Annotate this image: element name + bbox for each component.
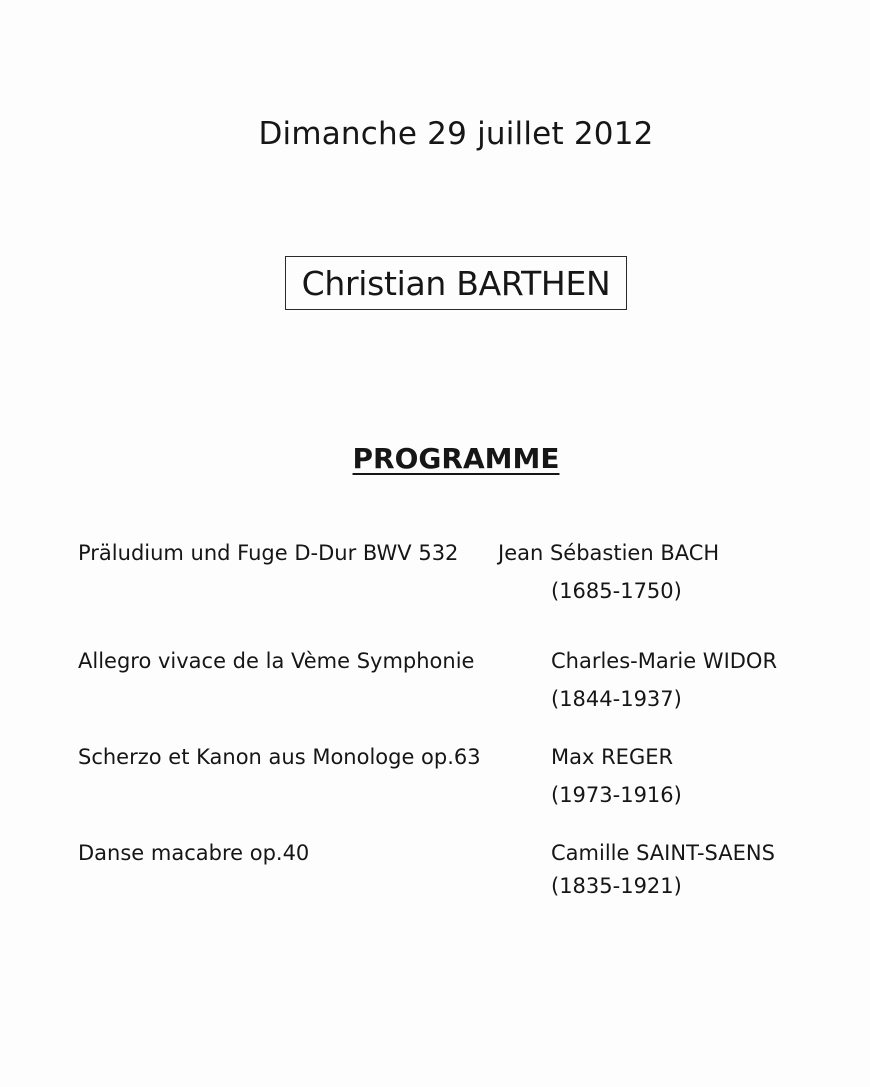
composer-dates: (1835-1921) [551, 874, 682, 898]
work-title: Präludium und Fuge D-Dur BWV 532 [78, 541, 459, 565]
programme-item [0, 841, 870, 921]
artist-name: Christian BARTHEN [301, 263, 611, 303]
programme-item [0, 541, 870, 621]
composer-name: Camille SAINT-SAENS [551, 841, 775, 865]
programme-heading: PROGRAMME [352, 442, 560, 475]
programme-item [0, 649, 870, 729]
composer-name: Jean Sébastien BACH [498, 541, 720, 565]
composer-name: Charles-Marie WIDOR [551, 649, 778, 673]
programme-item [0, 745, 870, 825]
composer-name: Max REGER [551, 745, 674, 769]
composer-dates: (1685-1750) [551, 579, 682, 603]
concert-date: Dimanche 29 juillet 2012 [258, 116, 654, 152]
work-title: Danse macabre op.40 [78, 841, 310, 865]
work-title: Scherzo et Kanon aus Monologe op.63 [78, 745, 481, 769]
composer-dates: (1973-1916) [551, 783, 682, 807]
work-title: Allegro vivace de la Vème Symphonie [78, 649, 475, 673]
artist-box [285, 256, 627, 310]
composer-dates: (1844-1937) [551, 687, 682, 711]
